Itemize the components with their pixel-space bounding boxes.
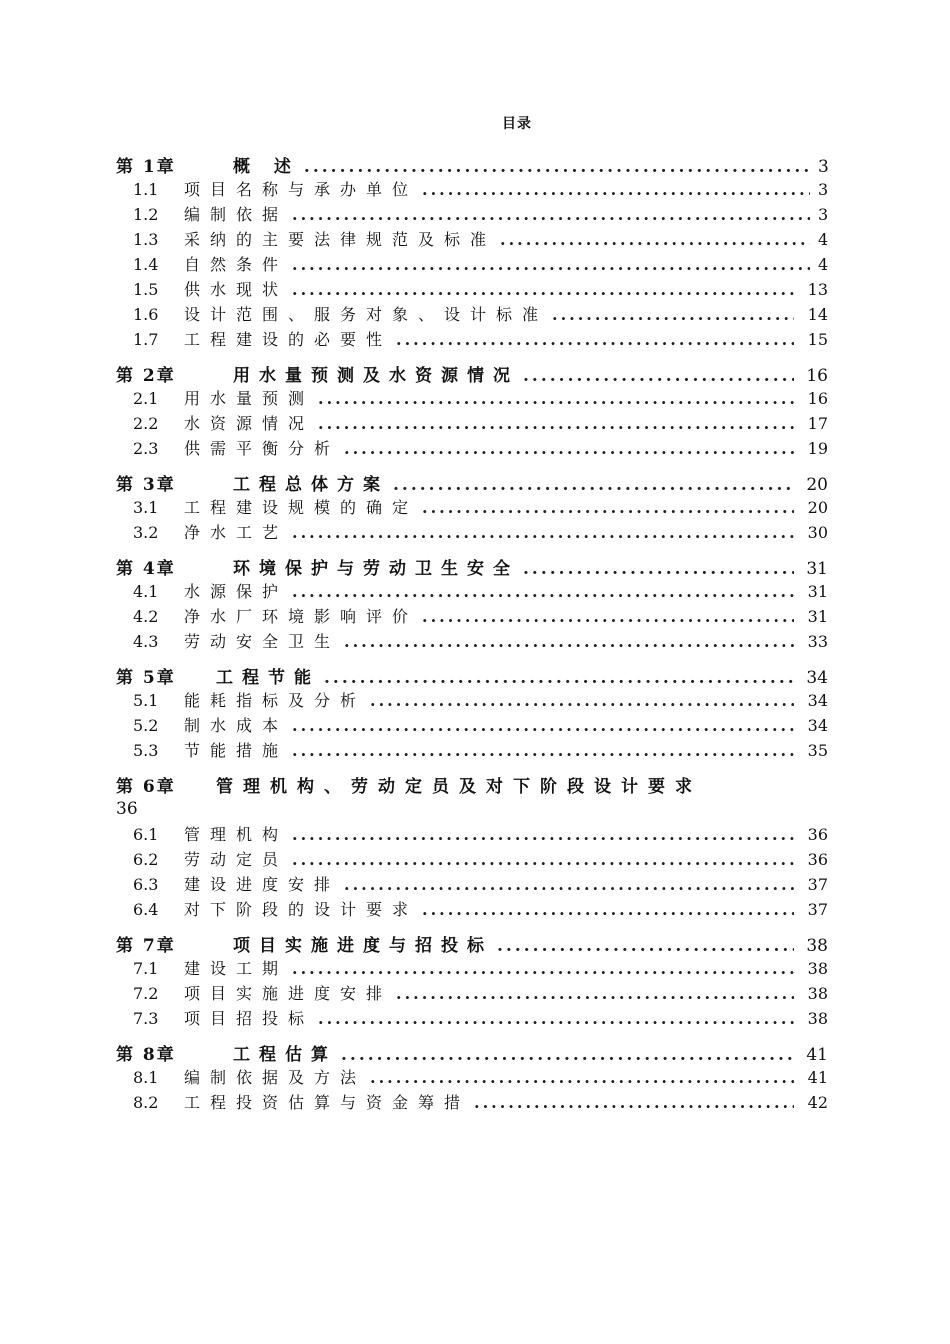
section-page: 31 — [807, 607, 828, 626]
section-page: 20 — [807, 498, 828, 517]
section-number: 6.4 — [133, 900, 159, 919]
chapter-number: 第 7章 — [116, 936, 176, 956]
chapter-title: 工程总体方案 — [233, 475, 389, 495]
section-title: 自然条件 — [184, 255, 289, 274]
section-number: 1.3 — [133, 230, 159, 249]
chapter-page: 38 — [806, 936, 828, 956]
section-page: 36 — [807, 825, 828, 844]
section-number: 7.1 — [133, 959, 159, 978]
section-number: 4.1 — [133, 582, 159, 601]
section-title: 净水工艺 — [184, 523, 289, 542]
section-number: 3.1 — [133, 498, 159, 517]
toc-section-3-2[interactable] — [116, 520, 828, 545]
dot-leader — [292, 582, 794, 601]
dot-leader — [341, 1045, 794, 1065]
dot-leader — [318, 414, 794, 433]
chapter-number: 第 3章 — [116, 475, 176, 495]
section-number: 1.7 — [133, 330, 159, 349]
dot-leader — [523, 366, 794, 386]
section-page: 38 — [807, 984, 828, 1003]
toc-section-4-2[interactable] — [116, 604, 828, 629]
chapter-number: 第 5章 — [116, 668, 176, 688]
section-title: 工程投资估算与资金筹措 — [184, 1093, 471, 1112]
toc-section-4-3[interactable] — [116, 629, 828, 654]
section-title: 供需平衡分析 — [184, 439, 341, 458]
toc-section-6-1[interactable] — [116, 822, 828, 847]
section-number: 5.2 — [133, 716, 159, 735]
chapter-page: 3 — [818, 157, 829, 177]
toc-section-1-3[interactable] — [116, 227, 828, 252]
dot-leader — [324, 668, 794, 688]
toc-chapter-6[interactable] — [116, 772, 828, 822]
chapter-number: 第 2章 — [116, 366, 176, 386]
dot-leader — [552, 305, 794, 324]
section-title: 建设工期 — [184, 959, 289, 978]
toc-section-1-7[interactable] — [116, 327, 828, 352]
toc-section-6-4[interactable] — [116, 897, 828, 922]
dot-leader — [292, 716, 794, 735]
toc-section-5-1[interactable] — [116, 688, 828, 713]
toc-chapter-8[interactable] — [116, 1040, 828, 1065]
dot-leader — [497, 936, 794, 956]
section-page: 38 — [807, 959, 828, 978]
section-title: 劳动定员 — [184, 850, 289, 869]
section-title: 编制依据及方法 — [184, 1068, 367, 1087]
section-page: 30 — [807, 523, 828, 542]
section-title: 建设进度安排 — [184, 875, 341, 894]
toc-section-2-3[interactable] — [116, 436, 828, 461]
toc-section-8-2[interactable] — [116, 1090, 828, 1115]
toc-section-1-6[interactable] — [116, 302, 828, 327]
chapter-title: 工程节能 — [216, 668, 320, 688]
section-page: 41 — [807, 1068, 828, 1087]
chapter-title: 管理机构、劳动定员及对下阶段设计要求 — [216, 777, 702, 797]
dot-leader — [292, 741, 794, 760]
table-of-contents — [116, 152, 828, 1115]
section-title: 项目名称与承办单位 — [184, 180, 419, 199]
dot-leader — [318, 1009, 794, 1028]
toc-section-1-5[interactable] — [116, 277, 828, 302]
section-title: 采纳的主要法律规范及标准 — [184, 230, 497, 249]
section-page: 37 — [807, 875, 828, 894]
page-title: 目录 — [502, 116, 532, 132]
dot-leader — [393, 475, 794, 495]
section-page: 33 — [807, 632, 828, 651]
dot-leader — [292, 280, 794, 299]
chapter-title: 工程估算 — [233, 1045, 337, 1065]
section-title: 对下阶段的设计要求 — [184, 900, 419, 919]
section-number: 3.2 — [133, 523, 159, 542]
dot-leader — [500, 230, 810, 249]
section-page: 38 — [807, 1009, 828, 1028]
section-page: 3 — [818, 205, 829, 224]
section-title: 工程建设的必要性 — [184, 330, 393, 349]
section-number: 7.2 — [133, 984, 159, 1003]
section-page: 15 — [807, 330, 828, 349]
toc-section-6-2[interactable] — [116, 847, 828, 872]
section-number: 4.3 — [133, 632, 159, 651]
dot-leader — [344, 439, 794, 458]
dot-leader — [422, 900, 794, 919]
chapter-page: 36 — [116, 799, 138, 819]
toc-section-8-1[interactable] — [116, 1065, 828, 1090]
section-page: 34 — [807, 691, 828, 710]
section-page: 31 — [807, 582, 828, 601]
section-number: 1.5 — [133, 280, 159, 299]
section-page: 36 — [807, 850, 828, 869]
chapter-page: 16 — [806, 366, 828, 386]
section-number: 8.1 — [133, 1068, 159, 1087]
dot-leader — [422, 180, 810, 199]
toc-chapter-2[interactable] — [116, 361, 828, 386]
section-title: 能耗指标及分析 — [184, 691, 367, 710]
section-page: 17 — [807, 414, 828, 433]
section-number: 1.6 — [133, 305, 159, 324]
chapter-page: 41 — [806, 1045, 828, 1065]
toc-section-1-2[interactable] — [116, 202, 828, 227]
dot-leader — [370, 691, 794, 710]
section-page: 3 — [818, 180, 829, 199]
section-number: 6.2 — [133, 850, 159, 869]
toc-section-7-3[interactable] — [116, 1006, 828, 1031]
chapter-number: 第 8章 — [116, 1045, 176, 1065]
chapter-page: 31 — [806, 559, 828, 579]
chapter-number: 第 1章 — [116, 157, 176, 177]
dot-leader — [422, 498, 794, 517]
dot-leader — [344, 875, 794, 894]
chapter-title: 环境保护与劳动卫生安全 — [233, 559, 519, 579]
section-page: 16 — [807, 389, 828, 408]
section-title: 管理机构 — [184, 825, 289, 844]
dot-leader — [292, 523, 794, 542]
dot-leader — [396, 984, 794, 1003]
section-number: 2.2 — [133, 414, 159, 433]
toc-section-5-2[interactable] — [116, 713, 828, 738]
section-number: 5.1 — [133, 691, 159, 710]
section-page: 13 — [807, 280, 828, 299]
toc-section-7-2[interactable] — [116, 981, 828, 1006]
dot-leader — [292, 850, 794, 869]
toc-section-6-3[interactable] — [116, 872, 828, 897]
section-title: 净水厂环境影响评价 — [184, 607, 419, 626]
section-page: 42 — [807, 1093, 828, 1112]
toc-section-2-2[interactable] — [116, 411, 828, 436]
chapter-page: 34 — [806, 668, 828, 688]
toc-section-2-1[interactable] — [116, 386, 828, 411]
section-title: 用水量预测 — [184, 389, 315, 408]
dot-leader — [523, 559, 794, 579]
chapter-title: 项目实施进度与招投标 — [233, 936, 493, 956]
toc-chapter-7[interactable] — [116, 931, 828, 956]
section-page: 19 — [807, 439, 828, 458]
toc-chapter-4[interactable] — [116, 554, 828, 579]
chapter-title: 用水量预测及水资源情况 — [233, 366, 519, 386]
dot-leader — [344, 632, 794, 651]
section-number: 5.3 — [133, 741, 159, 760]
dot-leader — [422, 607, 794, 626]
section-number: 1.2 — [133, 205, 159, 224]
toc-section-3-1[interactable] — [116, 495, 828, 520]
section-number: 6.3 — [133, 875, 159, 894]
chapter-number: 第 6章 — [116, 777, 176, 797]
section-page: 14 — [807, 305, 828, 324]
section-number: 6.1 — [133, 825, 159, 844]
section-title: 项目实施进度安排 — [184, 984, 393, 1003]
section-page: 4 — [818, 230, 829, 249]
section-title: 供水现状 — [184, 280, 289, 299]
section-title: 节能措施 — [184, 741, 289, 760]
section-number: 1.4 — [133, 255, 159, 274]
dot-leader — [292, 255, 810, 274]
section-number: 8.2 — [133, 1093, 159, 1112]
toc-chapter-1[interactable] — [116, 152, 828, 177]
dot-leader — [370, 1068, 794, 1087]
toc-section-7-1[interactable] — [116, 956, 828, 981]
chapter-page: 20 — [806, 475, 828, 495]
section-title: 项目招投标 — [184, 1009, 315, 1028]
dot-leader — [318, 389, 794, 408]
section-title: 设计范围、服务对象、设计标准 — [184, 305, 549, 324]
dot-leader — [292, 825, 794, 844]
section-page: 4 — [818, 255, 829, 274]
dot-leader — [304, 157, 810, 177]
section-number: 7.3 — [133, 1009, 159, 1028]
chapter-title: 概 述 — [233, 157, 300, 177]
section-page: 35 — [807, 741, 828, 760]
section-title: 编制依据 — [184, 205, 289, 224]
section-number: 2.3 — [133, 439, 159, 458]
toc-chapter-3[interactable] — [116, 470, 828, 495]
dot-leader — [474, 1093, 794, 1112]
section-number: 4.2 — [133, 607, 159, 626]
toc-section-1-4[interactable] — [116, 252, 828, 277]
toc-section-5-3[interactable] — [116, 738, 828, 763]
section-title: 工程建设规模的确定 — [184, 498, 419, 517]
toc-section-1-1[interactable] — [116, 177, 828, 202]
section-page: 37 — [807, 900, 828, 919]
dot-leader — [396, 330, 794, 349]
chapter-number: 第 4章 — [116, 559, 176, 579]
dot-leader — [292, 959, 794, 978]
section-number: 2.1 — [133, 389, 159, 408]
section-number: 1.1 — [133, 180, 159, 199]
toc-chapter-5[interactable] — [116, 663, 828, 688]
toc-section-4-1[interactable] — [116, 579, 828, 604]
dot-leader — [292, 205, 810, 224]
section-title: 水资源情况 — [184, 414, 315, 433]
section-title: 制水成本 — [184, 716, 289, 735]
section-title: 水源保护 — [184, 582, 289, 601]
section-page: 34 — [807, 716, 828, 735]
section-title: 劳动安全卫生 — [184, 632, 341, 651]
